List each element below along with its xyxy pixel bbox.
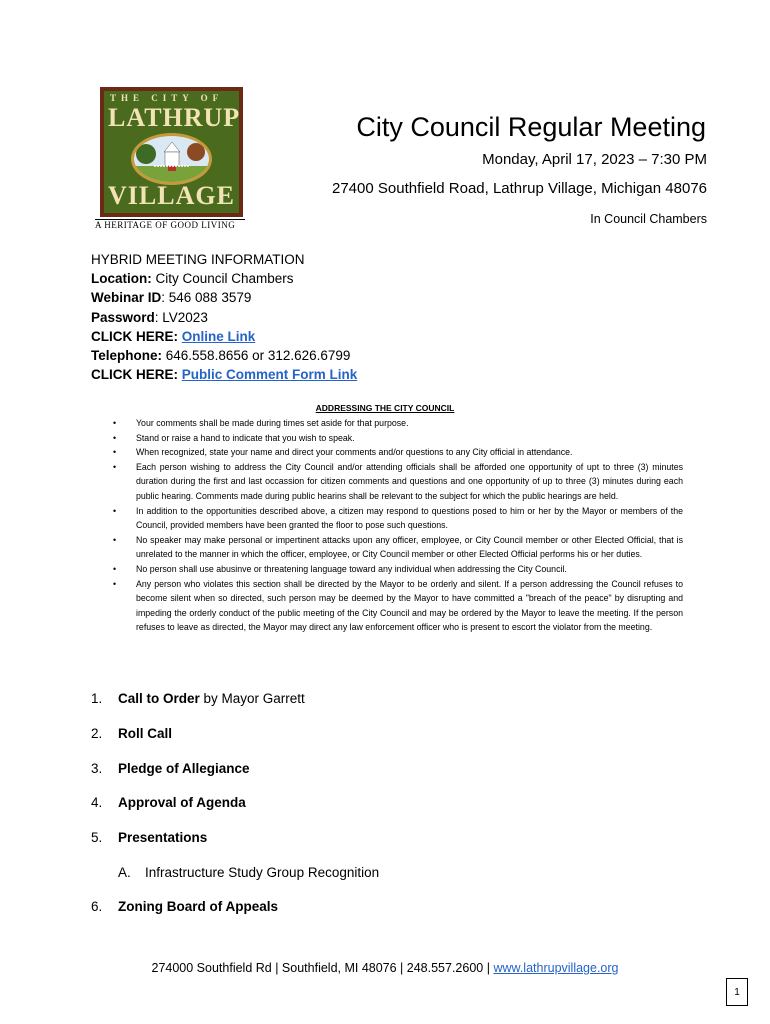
agenda-title: Approval of Agenda: [118, 795, 246, 810]
city-logo: [95, 87, 247, 233]
agenda-number: A.: [118, 865, 131, 880]
list-item: • Your comments shall be made during times set aside for that purpose.: [113, 416, 683, 431]
bullet-icon: •: [113, 578, 117, 589]
online-link-line: [91, 327, 357, 346]
location-line: [91, 269, 357, 288]
agenda-number: 1.: [91, 691, 103, 706]
agenda-detail: Infrastructure Study Group Recognition: [145, 865, 380, 880]
telephone-label: Telephone:: [91, 348, 163, 364]
bullet-icon: •: [113, 534, 117, 545]
list-item: • In addition to the opportunities described above, a citizen may respond to questions posed to him or her by the Mayor or members of the Council, provided members have been granted the floor to pose such questions.: [113, 505, 683, 531]
webinar-value: : 546 088 3579: [161, 290, 252, 306]
logo-village-text: VILLAGE: [108, 181, 235, 210]
agenda-title: Zoning Board of Appeals: [118, 899, 278, 914]
logo-frame: [100, 87, 243, 217]
logo-background: [104, 91, 239, 213]
click-here-label-2: CLICK HERE:: [91, 367, 182, 383]
website-link[interactable]: www.lathrupvillage.org: [493, 961, 619, 975]
hybrid-meeting-info: [91, 250, 357, 384]
bullet-icon: •: [113, 418, 117, 428]
list-item: • No speaker may make personal or impertinent attacks upon any officer, employee, or City Council member or other Elected Official, that is unrelated to the manner in which the officer, employee, or City Council member or other Elected Official performs his or her duties.: [113, 534, 683, 560]
password-line: [91, 308, 357, 327]
agenda-number: 4.: [91, 795, 103, 810]
public-comment-form-link[interactable]: Public Comment Form Link: [181, 367, 358, 383]
password-label: Password: [91, 309, 155, 325]
bullet-icon: •: [113, 461, 117, 472]
bullet-icon: •: [113, 563, 117, 574]
password-value: : LV2023: [154, 309, 208, 325]
meeting-date-time: Monday, April 17, 2023 – 7:30 PM: [482, 151, 707, 168]
list-item: • Each person wishing to address the City Council and/or attending officials shall be afforded one opportunity of upt to three (3) minutes duration during the first and last occassion for citizen comments and questions and one opportunity of up to three (3) minutes during each public hearing. Comments made during public hearins shall be relevant to the subject for which the public hearings are held.: [113, 461, 683, 501]
page-title: City Council Regular Meeting: [356, 112, 706, 142]
list-item: • Any person who violates this section shall be directed by the Mayor to be orderly and silent. If a person addressing the Council refuses to become silent when so directed, such person may be deemed by the Mayor to have committed a "breach of the peace" by disrupting and impeding the orderly conduct of the public meeting of the City Council and may be ordered by the Mayor to leave the meeting. If the person refuses to leave as directed, the Mayor may direct any law enforcement officer who is present to escort the violator from the meeting.: [113, 578, 683, 633]
page-number: 1: [726, 978, 748, 1006]
comment-link-line: [91, 365, 357, 384]
agenda-title: Pledge of Allegiance: [118, 761, 250, 776]
location-label: Location:: [91, 271, 152, 287]
list-item: • No person shall use abusinve or threatening language toward any individual when addressing the City Council.: [113, 562, 683, 577]
agenda-title: Presentations: [118, 830, 208, 845]
meeting-location-note: In Council Chambers: [590, 212, 707, 226]
telephone-line: [91, 346, 357, 365]
page-footer: [0, 961, 770, 975]
online-link[interactable]: Online Link: [181, 328, 256, 344]
click-here-label-1: CLICK HERE:: [91, 328, 182, 344]
agenda-number: 3.: [91, 761, 103, 776]
list-item: • Stand or raise a hand to indicate that you wish to speak.: [113, 431, 683, 446]
location-value: City Council Chambers: [151, 271, 294, 287]
webinar-line: [91, 288, 357, 307]
hybrid-heading: HYBRID MEETING INFORMATION: [91, 252, 305, 267]
telephone-value: 646.558.8656 or 312.626.6799: [162, 348, 351, 364]
agenda-number: 5.: [91, 830, 103, 845]
agenda-title: Call to Order: [118, 691, 200, 706]
agenda-number: 2.: [91, 726, 103, 741]
addressing-rules-list: [113, 416, 683, 635]
meeting-address: 27400 Southfield Road, Lathrup Village, Michigan 48076: [332, 180, 707, 197]
logo-top-text: THE CITY OF: [110, 93, 224, 103]
logo-lathrup-text: LATHRUP: [108, 103, 241, 132]
gazebo-emblem-icon: [131, 133, 212, 185]
agenda-detail: by Mayor Garrett: [199, 691, 305, 706]
agenda-number: 6.: [91, 899, 103, 914]
logo-tagline: A HERITAGE OF GOOD LIVING: [95, 220, 236, 230]
agenda-title: Roll Call: [118, 726, 173, 741]
bullet-icon: •: [113, 447, 117, 458]
webinar-label: Webinar ID: [91, 290, 162, 306]
footer-contact: 274000 Southfield Rd | Southfield, MI 48076 | 248.557.2600 |: [151, 961, 494, 975]
bullet-icon: •: [113, 432, 117, 443]
addressing-heading: ADDRESSING THE CITY COUNCIL: [315, 403, 455, 413]
list-item: • When recognized, state your name and direct your comments and/or questions to any City official in attendance.: [113, 445, 683, 460]
bullet-icon: •: [113, 505, 117, 516]
